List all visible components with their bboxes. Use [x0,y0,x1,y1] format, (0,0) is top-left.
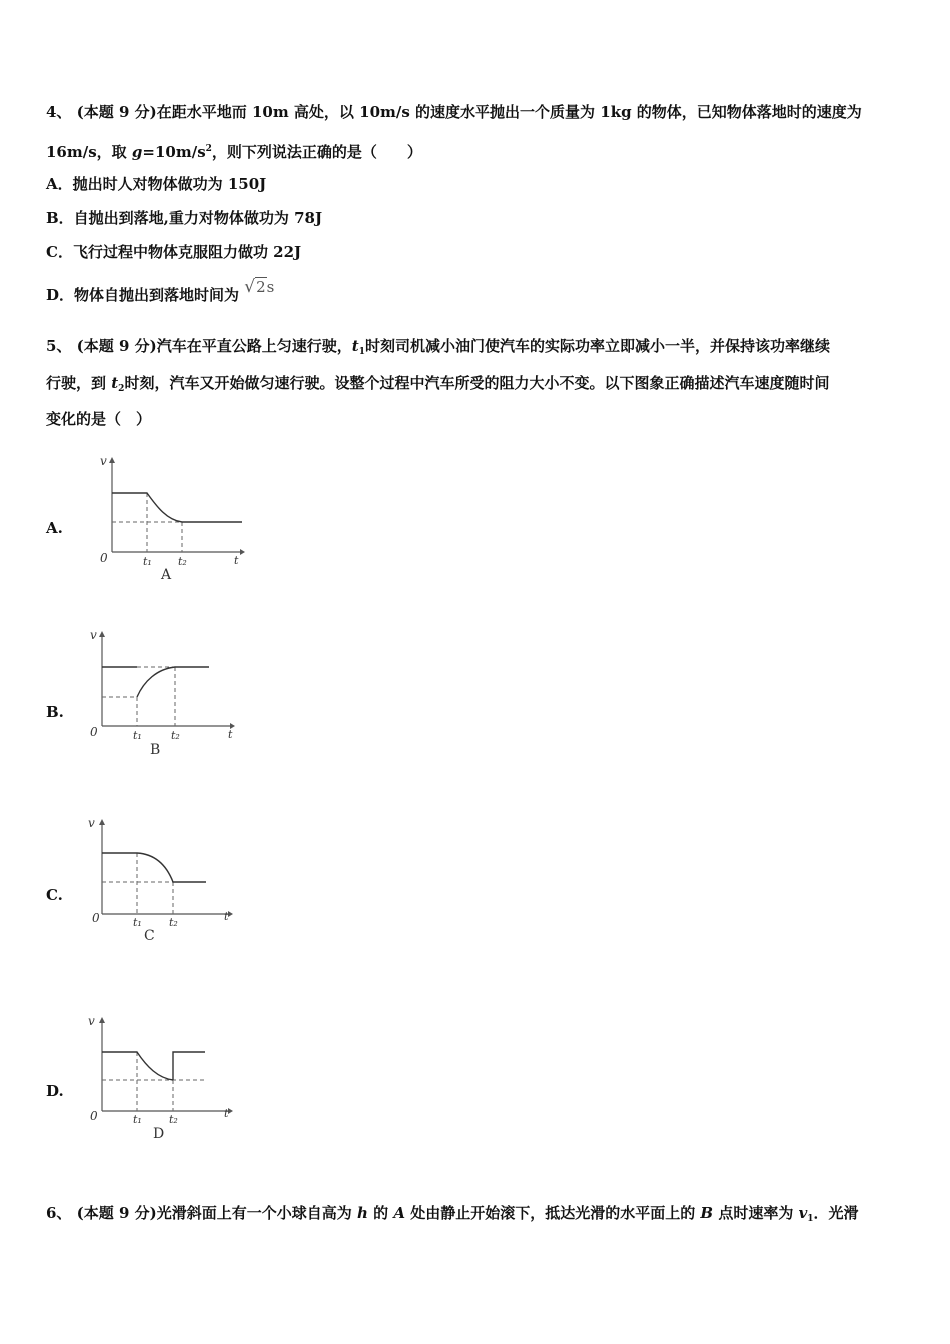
q4-square-sup: 2 [205,144,212,154]
graph-c-v-label: v [88,816,95,830]
q4-stem-text2c: ，则下列说法正确的是（ ） [211,143,422,161]
q4-stem-line1 [46,102,862,122]
q6-stem-text1a: 6、 (本题 9 分)光滑斜面上有一个小球自高为 [46,1204,357,1222]
q6-stem-text1e: ．光滑 [813,1204,859,1222]
q6-v-variable: v [798,1204,808,1222]
graph-d-t2-label: t₂ [169,1113,178,1126]
q5-option-a-label: A. [46,519,63,537]
graph-c-t-label: t [224,910,229,923]
q5-stem-line2 [46,373,829,399]
q5-stem-text2a: 行驶，到 [46,374,112,392]
q5-stem-line3: 变化的是（ ） [46,410,152,428]
graph-a-t-arrow-icon [240,549,245,555]
q5-t1-sub: 1 [358,347,365,357]
graph-b-caption: B [150,742,161,758]
q5-option-c-label: C. [46,886,63,904]
graph-c-v-arrow-icon [99,819,105,825]
graph-c [82,812,242,951]
q6-v-sub: 1 [807,1214,814,1224]
graph-a-v-label: v [100,454,107,468]
sqrt-expression [244,278,274,296]
q5-stem-text1a: 5、 (本题 9 分)汽车在平直公路上匀速行驶， [46,337,352,355]
graph-d-t-arrow-icon [228,1108,233,1114]
graph-c-origin: 0 [92,911,100,925]
graph-d-v-label: v [88,1014,95,1028]
sqrt-unit: s [266,278,275,296]
q5-t2-sub: 2 [118,384,125,394]
graph-b-v-arrow-icon [99,631,105,637]
graph-a-origin: 0 [100,551,108,565]
graph-d-t1-label: t₁ [133,1113,142,1126]
q5-stem-text2b: 时刻，汽车又开始做匀速行驶。设整个过程中汽车所受的阻力大小不变。以下图象正确描述汽车速度随时间 [124,374,830,392]
q6-stem-text1b: 的 [367,1204,394,1222]
graph-d-jump-line [173,1052,205,1080]
graph-a-caption: A [161,567,172,583]
q4-option-b: B．自抛出到落地,重力对物体做功为 78J [46,209,323,227]
q4-option-d [46,277,275,305]
q6-stem-text1c: 处由静止开始滚下，抵达光滑的水平面上的 [404,1204,701,1222]
graph-a-t-label: t [234,554,239,567]
q6-point-b: B [700,1204,714,1222]
graph-a-t1-label: t₁ [143,555,152,568]
q6-stem-line1 [46,1203,859,1229]
graph-d-caption: D [153,1126,165,1142]
graph-b-t2-label: t₂ [171,729,180,742]
graph-d [82,1010,242,1149]
graph-b-v-label: v [90,628,97,642]
q4-stem-text2b: =10m/s [142,143,206,161]
sqrt-sign-icon: √ [244,277,256,297]
graph-c-curve [102,853,206,882]
q5-option-b-label: B. [46,703,64,721]
graph-c-t1-label: t₁ [133,916,142,929]
graph-b [82,626,242,765]
graph-a-t2-label: t₂ [178,555,187,568]
graph-d-t-label: t [224,1107,229,1120]
graph-d-origin: 0 [90,1109,98,1123]
q5-t2-variable: t [111,374,119,392]
graph-c-t-arrow-icon [228,911,233,917]
graph-a-v-arrow-icon [109,457,115,463]
graph-c-caption: C [144,928,155,944]
graph-b-t1-label: t₁ [133,729,142,742]
q4-stem-text2a: 16m/s，取 [46,143,132,161]
q4-option-c: C．飞行过程中物体克服阻力做功 22J [46,243,302,261]
q6-stem-text1d: 点时速率为 [713,1204,799,1222]
q4-stem-text1: 4、 (本题 9 分)在距水平地而 10m 高处，以 10m/s 的速度水平抛出一个质量为 1kg 的物体，已知物体落地时的速度为 [46,103,862,121]
graph-a-curve [112,493,242,522]
q4-option-d-text: D．物体自抛出到落地时间为 [46,286,240,304]
sqrt-radicand: 2 [256,278,266,296]
graph-b-t-label: t [228,728,233,741]
q5-stem-text1b: 时刻司机减小油门使汽车的实际功率立即减小一半，并保持该功率继续 [364,337,830,355]
graph-c-t2-label: t₂ [169,916,178,929]
q4-option-a: A．抛出时人对物体做功为 150J [46,175,267,193]
q5-option-d-label: D. [46,1082,64,1100]
q6-h-variable: h [356,1204,368,1222]
q5-t1-variable: t [351,337,359,355]
q5-stem-line1 [46,336,830,362]
q6-point-a: A [393,1204,405,1222]
graph-a [92,452,252,591]
graph-d-v-arrow-icon [99,1017,105,1023]
q4-g-variable: g [131,143,143,161]
graph-b-curve [137,667,209,697]
graph-b-origin: 0 [90,725,98,739]
q4-stem-line2 [46,139,422,162]
